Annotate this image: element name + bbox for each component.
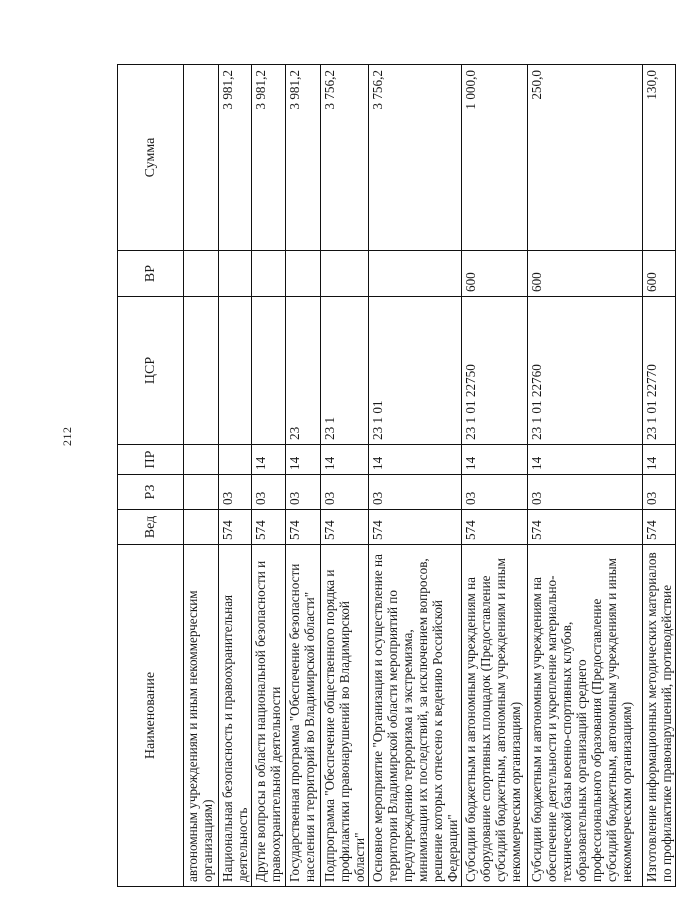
cell-name: Субсидии бюджетным и автономным учреждениям на оборудование спортивных площадок (Предоставление субсидий бюджетным, автономным учреждениям и иным некоммерческим организациям) <box>462 545 528 887</box>
cell-csr: 23 1 01 22770 <box>643 297 676 445</box>
cell-pr: 14 <box>643 445 676 475</box>
budget-table-sheet <box>117 65 674 887</box>
table-row <box>643 65 676 887</box>
header-vr: ВР <box>118 251 184 297</box>
cell-vr <box>184 251 219 297</box>
table-row <box>369 65 462 887</box>
cell-sum <box>184 65 219 251</box>
cell-name: Подпрограмма "Обеспечение общественного порядка и профилактики правонарушений во Владимирской области" <box>321 545 369 887</box>
cell-rz: 03 <box>528 475 643 510</box>
cell-csr: 23 1 01 22760 <box>528 297 643 445</box>
cell-rz <box>184 475 219 510</box>
cell-sum: 3 756,2 <box>321 65 369 251</box>
table-row <box>252 65 286 887</box>
cell-ved: 574 <box>286 510 321 545</box>
table-row <box>286 65 321 887</box>
cell-pr: 14 <box>321 445 369 475</box>
cell-pr: 14 <box>369 445 462 475</box>
cell-pr: 14 <box>252 445 286 475</box>
cell-sum: 250,0 <box>528 65 643 251</box>
cell-pr: 14 <box>528 445 643 475</box>
cell-rz: 03 <box>643 475 676 510</box>
cell-name: Государственная программа "Обеспечение безопасности населения и территорий во Владимирской области" <box>286 545 321 887</box>
table-row <box>219 65 252 887</box>
budget-table <box>117 64 676 887</box>
cell-csr <box>252 297 286 445</box>
cell-rz: 03 <box>462 475 528 510</box>
header-sum: Сумма <box>118 65 184 251</box>
cell-ved <box>184 510 219 545</box>
header-csr: ЦСР <box>118 297 184 445</box>
cell-vr <box>286 251 321 297</box>
cell-vr: 600 <box>643 251 676 297</box>
cell-rz: 03 <box>286 475 321 510</box>
cell-ved: 574 <box>462 510 528 545</box>
cell-vr <box>252 251 286 297</box>
cell-csr: 23 1 <box>321 297 369 445</box>
cell-name: Субсидии бюджетным и автономным учреждениям на обеспечение деятельности и укрепление материально-технической базы военно-спортивных клубов, образовательных организаций среднего профессионального образования (Предоставление субсидий бюджетным, автономным учреждениям и иным некоммерческим организациям) <box>528 545 643 887</box>
cell-ved: 574 <box>643 510 676 545</box>
table-row <box>321 65 369 887</box>
cell-ved: 574 <box>219 510 252 545</box>
cell-rz: 03 <box>252 475 286 510</box>
cell-vr <box>219 251 252 297</box>
cell-vr: 600 <box>462 251 528 297</box>
cell-ved: 574 <box>321 510 369 545</box>
cell-pr <box>219 445 252 475</box>
cell-rz: 03 <box>219 475 252 510</box>
cell-name: автономным учреждениям и иным некоммерческим организациям) <box>184 545 219 887</box>
cell-rz: 03 <box>369 475 462 510</box>
cell-name: Изготовление информационных методических материалов по профилактике правонарушений, противодействие <box>643 545 676 887</box>
cell-pr: 14 <box>462 445 528 475</box>
cell-sum: 3 756,2 <box>369 65 462 251</box>
cell-vr: 600 <box>528 251 643 297</box>
cell-name: Другие вопросы в области национальной безопасности и правоохранительной деятельности <box>252 545 286 887</box>
cell-sum: 3 981,2 <box>252 65 286 251</box>
cell-vr <box>369 251 462 297</box>
header-name: Наименование <box>118 545 184 887</box>
cell-ved: 574 <box>528 510 643 545</box>
cell-sum: 130,0 <box>643 65 676 251</box>
table-header-row <box>118 65 184 887</box>
page-number: 212 <box>60 426 74 446</box>
cell-ved: 574 <box>369 510 462 545</box>
cell-sum: 3 981,2 <box>286 65 321 251</box>
cell-rz: 03 <box>321 475 369 510</box>
cell-pr: 14 <box>286 445 321 475</box>
cell-name: Национальная безопасность и правоохранительная деятельность <box>219 545 252 887</box>
cell-name: Основное мероприятие "Организация и осуществление на территории Владимирской области мероприятий по предупреждению терроризма и экстремизма, минимизации их последствий, за исключением вопросов, решение которых отнесено к ведению Российской Федерации" <box>369 545 462 887</box>
table-row <box>184 65 219 887</box>
header-rz: РЗ <box>118 475 184 510</box>
header-pr: ПР <box>118 445 184 475</box>
cell-csr <box>184 297 219 445</box>
cell-sum: 1 000,0 <box>462 65 528 251</box>
cell-ved: 574 <box>252 510 286 545</box>
table-row <box>462 65 528 887</box>
header-ved: Вед <box>118 510 184 545</box>
cell-csr <box>219 297 252 445</box>
cell-csr: 23 1 01 22750 <box>462 297 528 445</box>
cell-sum: 3 981,2 <box>219 65 252 251</box>
cell-csr: 23 1 01 <box>369 297 462 445</box>
cell-vr <box>321 251 369 297</box>
table-row <box>528 65 643 887</box>
cell-pr <box>184 445 219 475</box>
cell-csr: 23 <box>286 297 321 445</box>
